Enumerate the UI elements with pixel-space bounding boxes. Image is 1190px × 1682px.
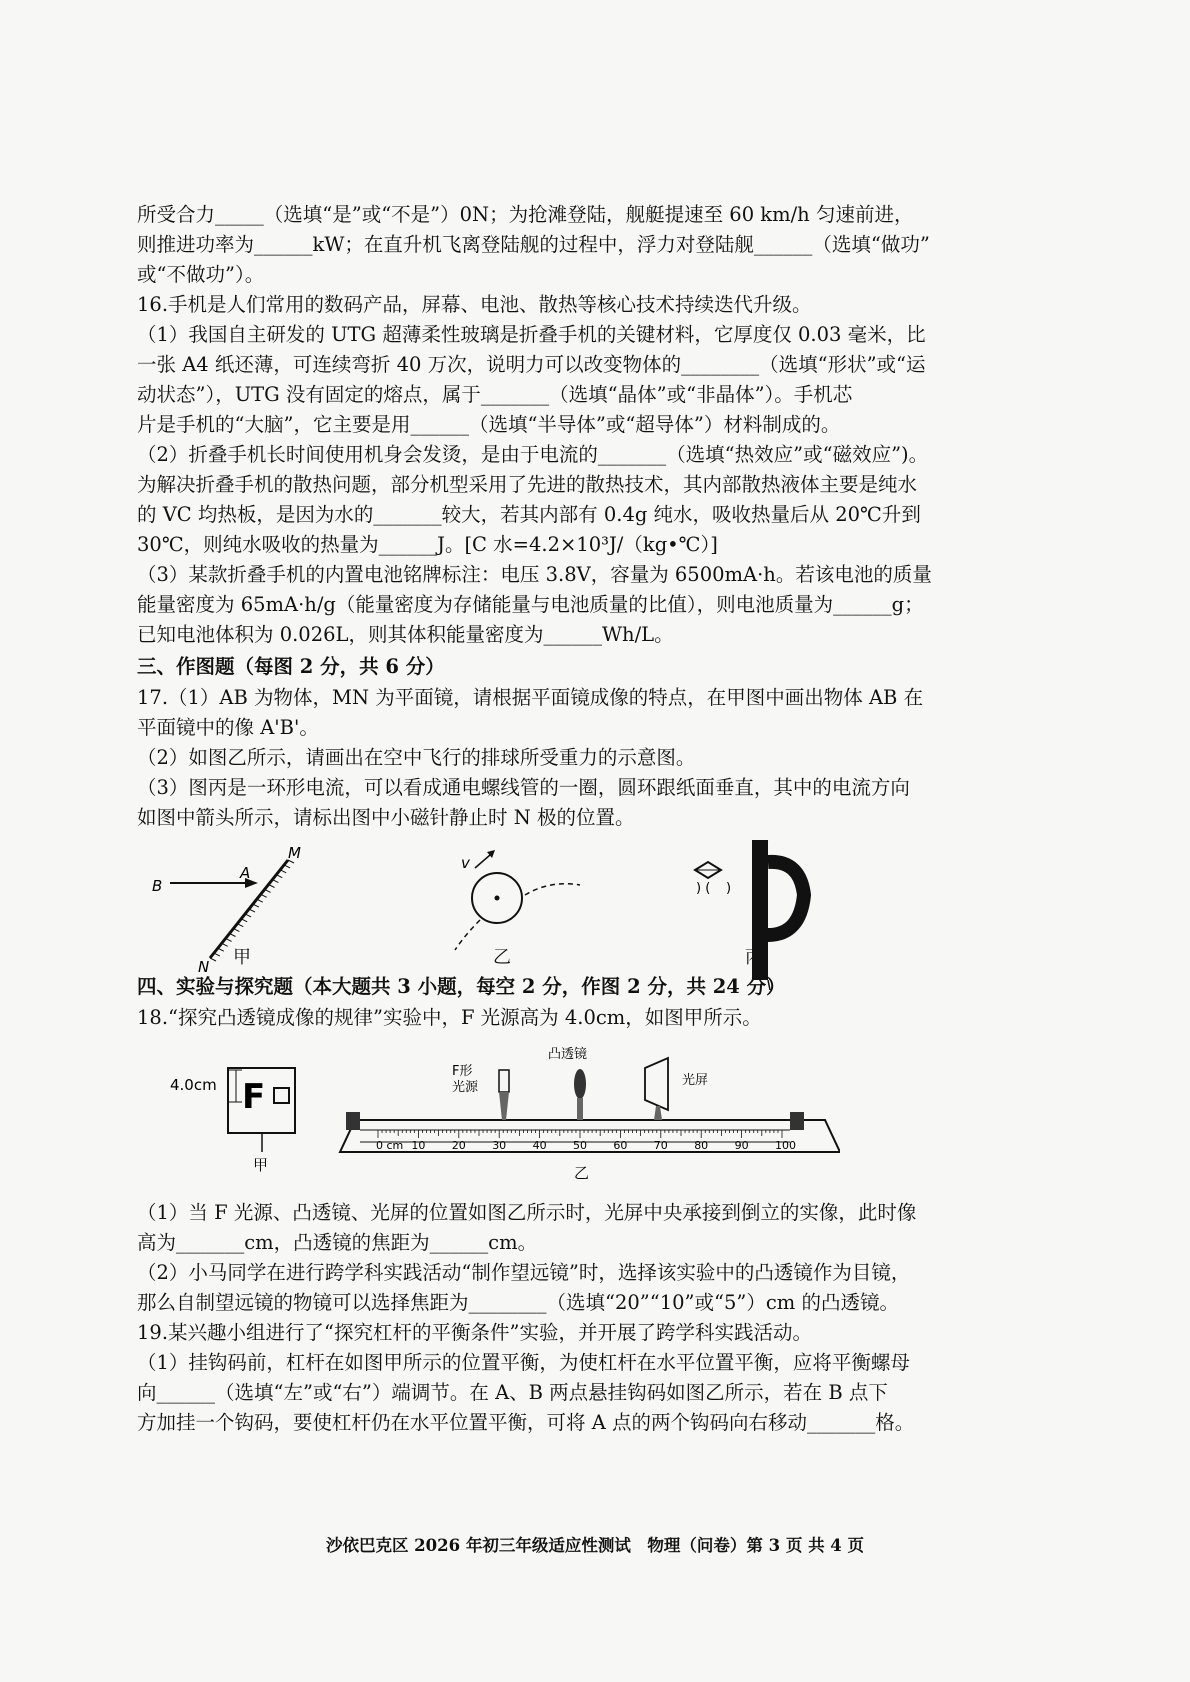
figure-18 — [160, 1040, 840, 1190]
figure-17-yi — [455, 850, 580, 950]
text-line: 能量密度为 65mA·h/g（能量密度为存储能量与电池质量的比值），则电池质量为______g； — [137, 593, 924, 616]
label-jia: 甲 — [253, 1156, 269, 1174]
text-line: 一张 A4 纸还薄，可连续弯折 40 万次，说明力可以改变物体的________（选填“形状”或“运 — [137, 353, 926, 376]
ruler-tick-label: 10 — [411, 1139, 426, 1152]
question-18: 18.“探究凸透镜成像的规律”实验中，F 光源高为 4.0cm，如图甲所示。 — [137, 1006, 762, 1029]
text-line: 如图中箭头所示，请标出图中小磁针静止时 N 极的位置。 — [137, 806, 635, 829]
height-label: 4.0cm — [170, 1076, 217, 1094]
figure-18-yi — [340, 1046, 840, 1182]
text-line: 已知电池体积为 0.026L，则其体积能量密度为______Wh/L。 — [137, 623, 674, 646]
text-line: 方加挂一个钩码，要使杠杆仍在水平位置平衡，可将 A 点的两个钩码向右移动_______格。 — [137, 1411, 915, 1434]
source-label: F形 — [452, 1064, 473, 1079]
text-line: （1）挂钩码前，杠杆在如图甲所示的位置平衡，为使杠杆在水平位置平衡，应将平衡螺母 — [137, 1351, 910, 1374]
label-a: A — [240, 864, 251, 882]
ruler-tick-label: 100 — [775, 1139, 796, 1152]
text-line: 的 VC 均热板，是因为水的_______较大，若其内部有 0.4g 纯水，吸收热量后从 20℃升到 — [137, 503, 921, 526]
text-line: （3）图丙是一环形电流，可以看成通电螺线管的一圈，圆环跟纸面垂直，其中的电流方向 — [137, 776, 910, 799]
ruler-tick-label: 50 — [573, 1139, 587, 1152]
label-v: v — [461, 854, 470, 872]
question-16: 16.手机是人们常用的数码产品，屏幕、电池、散热等核心技术持续迭代升级。 — [137, 293, 812, 316]
text-line: 那么自制望远镜的物镜可以选择焦距为________（选填“20”“10”或“5”）cm 的凸透镜。 — [137, 1291, 899, 1314]
svg-text:) (: ) ( — [696, 881, 711, 896]
trajectory — [525, 884, 580, 895]
text-line: 为解决折叠手机的散热问题，部分机型采用了先进的散热技术，其内部散热液体主要是纯水 — [137, 473, 918, 496]
page-footer: 沙依巴克区 2026 年初三年级适应性测试 物理（问卷）第 3 页 共 4 页 — [325, 1536, 865, 1555]
question-17: 17.（1）AB 为物体，MN 为平面镜，请根据平面镜成像的特点，在甲图中画出物体 AB 在 — [137, 686, 924, 709]
text-line: （2）如图乙所示，请画出在空中飞行的排球所受重力的示意图。 — [137, 746, 696, 769]
text-line: （2）小马同学在进行跨学科实践活动“制作望远镜”时，选择该实验中的凸透镜作为目镜， — [137, 1261, 911, 1284]
text-line: 或“不做功”）。 — [137, 263, 265, 286]
lens-label: 凸透镜 — [548, 1047, 588, 1062]
ruler-tick-label: 30 — [492, 1139, 507, 1152]
section-heading-4: 四、实验与探究题（本大题共 3 小题，每空 2 分，作图 2 分，共 24 分） — [137, 975, 786, 998]
screen-label: 光屏 — [682, 1073, 709, 1088]
ruler-tick-label: 20 — [451, 1139, 466, 1152]
label-b: B — [152, 877, 163, 895]
text-line: （2）折叠手机长时间使用机身会发烫，是由于电流的_______（选填“热效应”或“磁效应”)。 — [137, 443, 929, 466]
text-line: 高为_______cm，凸透镜的焦距为______cm。 — [137, 1231, 538, 1254]
text-line: 片是手机的“大脑”，它主要是用______（选填“半导体”或“超导体”）材料制成的。 — [137, 413, 841, 436]
figure-label-bing: 丙 — [745, 947, 763, 968]
figure-17-jia — [152, 844, 301, 976]
figure-label-yi: 乙 — [493, 947, 511, 968]
text-line: （1）我国自主研发的 UTG 超薄柔性玻璃是折叠手机的关键材料，它厚度仅 0.03 毫米，比 — [137, 323, 926, 346]
label-n: N — [198, 958, 210, 976]
svg-text:): ) — [726, 881, 732, 896]
ruler-tick-label: 40 — [532, 1139, 547, 1152]
source-label-2: 光源 — [452, 1080, 479, 1095]
text-line: （3）某款折叠手机的内置电池铭牌标注：电压 3.8V，容量为 6500mA·h。若该电池的质量 — [137, 563, 932, 586]
label-yi: 乙 — [574, 1164, 590, 1182]
section-heading-3: 三、作图题（每图 2 分，共 6 分） — [137, 655, 445, 678]
ruler-tick-label: 70 — [653, 1139, 668, 1152]
f-source-on-bench — [499, 1070, 509, 1092]
text-line: 向______（选填“左”或“右”）端调节。在 A、B 两点悬挂钩码如图乙所示，若在 B 点下 — [137, 1381, 888, 1404]
text-line: 则推进功率为______kW；在直升机飞离登陆舰的过程中，浮力对登陆舰______（选填“做功” — [137, 233, 930, 256]
figure-18-jia — [170, 1068, 295, 1174]
text-line: 30℃，则纯水吸收的热量为______J。[C 水=4.2×10³J/（kg•℃）] — [137, 533, 718, 556]
f-letter: F — [242, 1077, 266, 1117]
label-m: M — [288, 844, 301, 862]
question-19: 19.某兴趣小组进行了“探究杠杆的平衡条件”实验，并开展了跨学科实践活动。 — [137, 1321, 812, 1344]
text-line: 平面镜中的像 A'B'。 — [137, 716, 319, 739]
figure-label-jia: 甲 — [233, 947, 251, 968]
ruler-tick-label: 80 — [694, 1139, 709, 1152]
text-line: 所受合力_____（选填“是”或“不是”）0N；为抢滩登陆，舰艇提速至 60 km/h 匀速前进， — [137, 203, 914, 226]
convex-lens — [574, 1069, 586, 1099]
ruler-tick-label: 0 cm — [376, 1139, 404, 1152]
text-line: 动状态”），UTG 没有固定的熔点，属于_______（选填“晶体”或“非晶体”）。手机芯 — [137, 383, 853, 406]
ruler-tick-label: 90 — [734, 1139, 749, 1152]
text-line: （1）当 F 光源、凸透镜、光屏的位置如图乙所示时，光屏中央承接到倒立的实像，此时像 — [137, 1201, 917, 1224]
light-screen — [645, 1058, 668, 1110]
ruler-tick-label: 60 — [613, 1139, 628, 1152]
